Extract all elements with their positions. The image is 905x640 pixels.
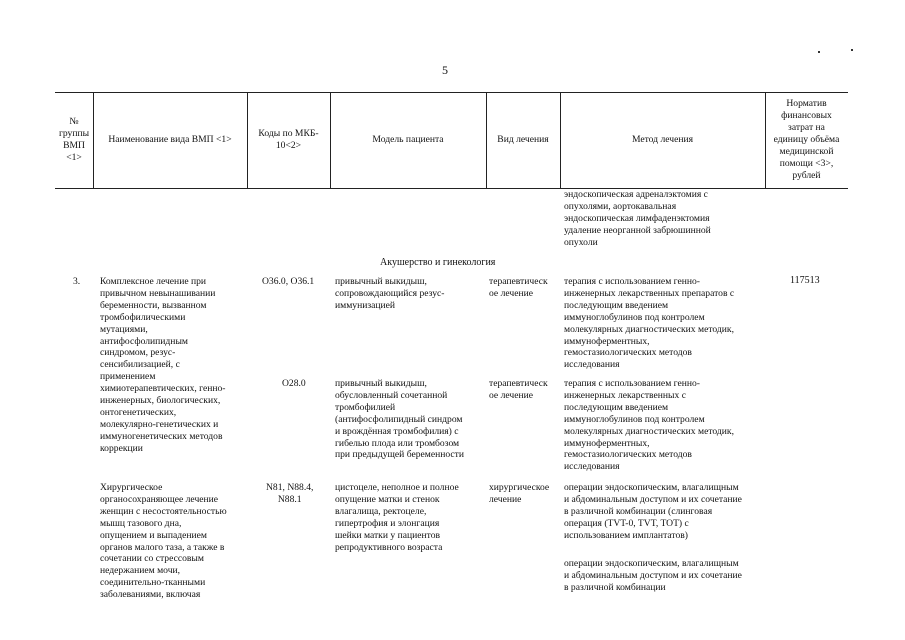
treatment-type: терапевтическ ое лечение [489,378,548,401]
treatment-method: операции эндоскопическим, влагалищным и абдоминальным доступом и их сочетание в различной комбинации [564,558,742,593]
treatment-type: хирургическое лечение [489,482,550,505]
icd-codes: О36.0, О36.1 [262,276,315,287]
scan-speck [818,51,820,53]
header-cost-norm: Норматив финансовых затрат на единицу объёма медицинской помощи <3>, рублей [773,98,840,181]
header-vmp-name: Наименование вида ВМП <1> [108,134,232,146]
scan-speck [851,49,853,51]
vmp-name: Комплексное лечение при привычном невынашивании беременности, вызванном тромбофилическими мутациями, антифосфолипидным синдромом, резус- сенсибилизацией, с применением химиотерапевтических, генно- инженерных, биологических, онтогенетических, молекулярно-генетических и иммуногенетических методов коррекции [100,276,226,454]
header-treatment-type: Вид лечения [497,134,549,146]
treatment-method: операции эндоскопическим, влагалищным и абдоминальным доступом и их сочетание в различной комбинации (слинговая операция (TVT-0, TVT, TOT) с использованием имплантатов) [564,482,742,541]
cost-norm-value: 117513 [790,275,820,286]
vmp-name: Хирургическое органосохраняющее лечение женщин с несостоятельностью мышц тазового дна, опущением и выпадением органов малого таза, а также в сочетании со стрессовым недержанием мочи, соединительно-тканными заболеваниями, включая [100,482,227,601]
header-patient-model: Модель пациента [372,134,444,146]
treatment-method: терапия с использованием генно- инженерных лекарственных препаратов с последующим введением иммуноглобулинов под контролем молекулярных диагностических методик, иммуноферментных, гемостазиологических методов исследования [564,276,735,371]
page-number: 5 [442,63,448,77]
header-icd-codes: Коды по МКБ- 10<2> [258,128,319,151]
patient-model: привычный выкидыш, сопровождающийся резус- иммунизацией [335,276,445,311]
carryover-method-text: эндоскопическая адреналэктомия с опухолями, аортокавальная эндоскопическая лимфаденэктомия удаление неорганной забрюшинной опухоли [564,189,711,248]
header-treatment-method: Метод лечения [631,134,694,146]
header-group-number: № группы ВМП <1> [58,116,90,163]
group-number: 3. [73,276,81,287]
icd-codes: О28.0 [282,378,306,389]
section-title: Акушерство и гинекология [380,257,496,268]
treatment-method: терапия с использованием генно- инженерных лекарственных с последующим введением иммуноглобулинов под контролем молекулярных диагностических методик, иммуноферментных, гемостазиологических методов исследования [564,378,734,473]
icd-codes: N81, N88.4, N88.1 [266,482,314,505]
patient-model: привычный выкидыш, обусловленный сочетанной тромбофилией (антифосфолипидный синдром и врождённая тромбофилия) с гибелью плода или тромбозом при предыдущей беременности [335,378,464,461]
treatment-type: терапевтическ ое лечение [489,276,548,299]
patient-model: цистоцеле, неполное и полное опущение матки и стенок влагалища, ректоцеле, гипертрофия и элонгация шейки матки у пациентов репродуктивного возраста [335,482,459,553]
